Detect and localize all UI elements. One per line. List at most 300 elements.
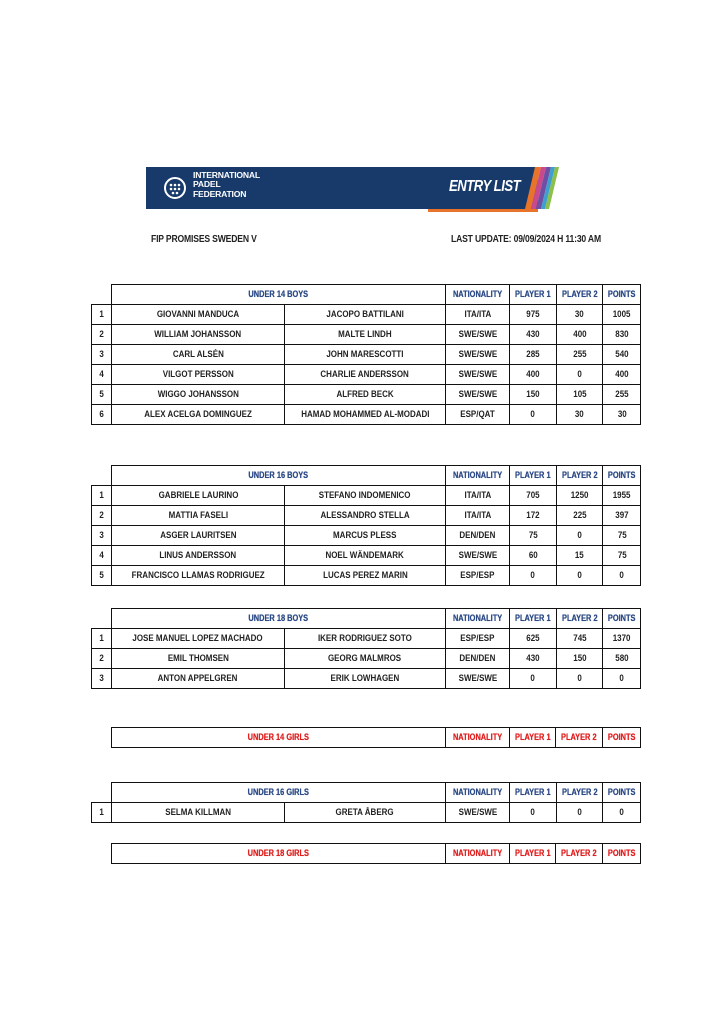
cell-nat-text: DEN/DEN <box>459 653 496 664</box>
cell-p2 <box>285 803 446 823</box>
cell-pts2-text: 150 <box>572 653 587 664</box>
cell-pts2 <box>556 629 603 649</box>
nationality-header-text: NATIONALITY <box>452 732 502 743</box>
total-points-header <box>603 609 641 629</box>
section-table <box>91 843 641 864</box>
cell-nat <box>446 526 510 546</box>
cell-pts1 <box>510 566 557 586</box>
cell-rank <box>92 546 112 566</box>
section-title-text: UNDER 18 GIRLS <box>247 848 309 859</box>
cell-total <box>603 345 641 365</box>
section-title <box>112 609 446 629</box>
cell-pts1-text: 75 <box>528 530 538 541</box>
cell-nat <box>446 345 510 365</box>
cell-nat <box>446 365 510 385</box>
cell-p1 <box>112 345 285 365</box>
table-row <box>92 669 641 689</box>
cell-nat <box>446 305 510 325</box>
player1-points-header-text: PLAYER 1 <box>515 787 551 798</box>
cell-total-text: 255 <box>615 389 629 400</box>
nationality-header-text: NATIONALITY <box>452 470 503 481</box>
section-title <box>112 466 446 486</box>
cell-p1 <box>112 546 285 566</box>
cell-pts2 <box>556 305 603 325</box>
cell-nat-text: DEN/DEN <box>459 530 496 541</box>
cell-total <box>603 649 641 669</box>
section-title-text: UNDER 14 BOYS <box>248 289 309 300</box>
fip-logo-icon <box>162 175 188 201</box>
cell-rank <box>92 345 112 365</box>
cell-pts2 <box>556 365 603 385</box>
total-points-header <box>603 285 641 305</box>
player1-points-header <box>510 783 557 803</box>
cell-pts1 <box>510 385 557 405</box>
nationality-header-text: NATIONALITY <box>452 289 503 300</box>
cell-pts1-text: 625 <box>526 633 540 644</box>
cell-total <box>603 385 641 405</box>
cell-nat-text: ESP/ESP <box>460 633 495 644</box>
cell-pts1 <box>510 405 557 425</box>
cell-rank-text: 2 <box>99 329 104 340</box>
cell-p1 <box>112 803 285 823</box>
table-row <box>92 526 641 546</box>
cell-pts1-text: 172 <box>526 510 540 521</box>
cell-nat <box>446 546 510 566</box>
cell-pts2-text: 0 <box>577 570 582 581</box>
cell-p2-text: ERIK LOWHAGEN <box>330 673 400 684</box>
cell-p1 <box>112 365 285 385</box>
table-row <box>92 803 641 823</box>
cell-pts2-text: 255 <box>572 349 587 360</box>
cell-p2 <box>285 385 446 405</box>
cell-total-text: 830 <box>615 329 629 340</box>
cell-total <box>603 629 641 649</box>
cell-rank <box>92 566 112 586</box>
cell-total-text: 400 <box>615 369 629 380</box>
player1-points-header <box>509 844 556 864</box>
cell-pts1-text: 400 <box>526 369 540 380</box>
cell-p2 <box>285 486 446 506</box>
cell-pts2-text: 400 <box>572 329 587 340</box>
cell-nat-text: ESP/QAT <box>460 409 495 420</box>
cell-pts2 <box>556 405 603 425</box>
nationality-header <box>445 844 509 864</box>
cell-p2 <box>285 546 446 566</box>
cell-rank <box>92 649 112 669</box>
cell-p2-text: GEORG MALMROS <box>328 653 402 664</box>
cell-nat-text: SWE/SWE <box>458 807 497 818</box>
cell-p2-text: IKER RODRIGUEZ SOTO <box>318 633 412 644</box>
player2-points-header <box>556 783 603 803</box>
section-title <box>111 844 445 864</box>
cell-pts1-text: 430 <box>526 329 540 340</box>
cell-p2 <box>285 669 446 689</box>
cell-rank <box>92 803 112 823</box>
cell-pts2 <box>556 506 603 526</box>
cell-pts1 <box>510 803 557 823</box>
cell-pts1-text: 705 <box>526 490 540 501</box>
cell-p2 <box>285 566 446 586</box>
section-header-row <box>91 728 640 748</box>
total-points-header <box>603 783 641 803</box>
cell-nat-text: ITA/ITA <box>464 510 491 521</box>
cell-p2 <box>285 325 446 345</box>
player1-points-header-text: PLAYER 1 <box>515 289 551 300</box>
player1-points-header-text: PLAYER 1 <box>515 470 551 481</box>
cell-nat-text: ITA/ITA <box>464 490 491 501</box>
cell-rank-text: 1 <box>99 633 104 644</box>
cell-rank-text: 1 <box>99 490 104 501</box>
cell-rank <box>92 669 112 689</box>
cell-rank <box>92 405 112 425</box>
cell-pts2-text: 745 <box>572 633 587 644</box>
section-header-row <box>92 285 641 305</box>
event-name: FIP PROMISES SWEDEN V <box>151 234 257 245</box>
cell-pts1 <box>510 629 557 649</box>
table-row <box>92 365 641 385</box>
cell-total-text: 30 <box>617 409 627 420</box>
table-row <box>92 629 641 649</box>
player2-points-header <box>556 609 603 629</box>
section-table <box>91 782 641 823</box>
cell-nat <box>446 649 510 669</box>
nationality-header-text: NATIONALITY <box>452 787 503 798</box>
player2-points-header-text: PLAYER 2 <box>561 787 598 798</box>
cell-rank-text: 5 <box>99 389 104 400</box>
table-row <box>92 566 641 586</box>
cell-nat <box>446 486 510 506</box>
cell-pts2 <box>556 385 603 405</box>
cell-total-text: 0 <box>619 807 625 818</box>
cell-nat <box>446 803 510 823</box>
cell-pts2 <box>556 546 603 566</box>
section-table <box>91 727 641 748</box>
nationality-header <box>446 783 510 803</box>
page-title: ENTRY LIST <box>449 178 521 195</box>
cell-p1 <box>112 325 285 345</box>
cell-pts1-text: 975 <box>526 309 540 320</box>
cell-total <box>603 405 641 425</box>
cell-rank <box>92 385 112 405</box>
player1-points-header-text: PLAYER 1 <box>515 613 551 624</box>
cell-nat <box>446 669 510 689</box>
cell-pts2-text: 0 <box>577 369 582 380</box>
table-row <box>92 546 641 566</box>
table-row <box>92 405 641 425</box>
cell-p2 <box>285 365 446 385</box>
table-row <box>92 506 641 526</box>
cell-rank-text: 3 <box>99 349 104 360</box>
cell-nat <box>446 566 510 586</box>
cell-p1-text: ANTON APPELGREN <box>158 673 238 684</box>
cell-p1 <box>112 566 285 586</box>
cell-rank <box>92 305 112 325</box>
cell-pts2-text: 15 <box>575 550 584 561</box>
cell-nat-text: ESP/ESP <box>460 570 495 581</box>
cell-p1-text: WILLIAM JOHANSSON <box>154 329 242 340</box>
cell-rank-text: 6 <box>99 409 104 420</box>
cell-pts1 <box>510 486 557 506</box>
cell-p1-text: ASGER LAURITSEN <box>159 530 237 541</box>
section-table <box>91 465 641 586</box>
cell-pts2 <box>556 649 603 669</box>
player1-points-header-text: PLAYER 1 <box>514 732 551 743</box>
total-points-header-text: POINTS <box>608 470 636 481</box>
player2-points-header <box>556 466 603 486</box>
cell-total <box>603 803 641 823</box>
cell-pts2-text: 105 <box>572 389 587 400</box>
cell-total-text: 1955 <box>612 490 631 501</box>
cell-p1-text: EMIL THOMSEN <box>167 653 229 664</box>
player1-points-header <box>510 609 557 629</box>
section-header-row <box>91 844 640 864</box>
player1-points-header <box>510 285 557 305</box>
cell-rank-text: 3 <box>99 673 104 684</box>
cell-p2 <box>285 305 446 325</box>
cell-p2 <box>285 405 446 425</box>
cell-rank-text: 1 <box>99 807 104 818</box>
cell-p2 <box>285 345 446 365</box>
cell-p2-text: STEFANO INDOMENICO <box>319 490 411 501</box>
organization-name: INTERNATIONAL PADEL FEDERATION <box>193 170 260 199</box>
section-header-row <box>92 609 641 629</box>
cell-pts2 <box>556 669 603 689</box>
cell-p1 <box>112 526 285 546</box>
cell-nat-text: ITA/ITA <box>464 309 491 320</box>
cell-pts2 <box>556 803 603 823</box>
nationality-header-text: NATIONALITY <box>452 848 502 859</box>
player1-points-header-text: PLAYER 1 <box>514 848 551 859</box>
cell-pts2 <box>556 486 603 506</box>
player2-points-header-text: PLAYER 2 <box>561 470 598 481</box>
cell-total-text: 75 <box>617 530 627 541</box>
nationality-header <box>446 466 510 486</box>
section-title-text: UNDER 18 BOYS <box>248 613 309 624</box>
section-title <box>112 285 446 305</box>
cell-pts1 <box>510 649 557 669</box>
cell-rank <box>92 506 112 526</box>
cell-nat <box>446 629 510 649</box>
cell-nat <box>446 325 510 345</box>
cell-total <box>603 305 641 325</box>
cell-p1 <box>112 649 285 669</box>
cell-p2-text: LUCAS PEREZ MARIN <box>322 570 408 581</box>
cell-p1-text: GABRIELE LAURINO <box>158 490 238 501</box>
cell-pts1 <box>510 325 557 345</box>
cell-p2-text: JACOPO BATTILANI <box>326 309 404 320</box>
cell-total <box>603 506 641 526</box>
cell-p1-text: FRANCISCO LLAMAS RODRIGUEZ <box>131 570 265 581</box>
cell-nat <box>446 405 510 425</box>
table-row <box>92 385 641 405</box>
player2-points-header-text: PLAYER 2 <box>561 732 597 743</box>
cell-total-text: 580 <box>615 653 629 664</box>
nationality-header <box>446 609 510 629</box>
table-row <box>92 325 641 345</box>
player2-points-header-text: PLAYER 2 <box>561 289 598 300</box>
cell-pts1 <box>510 365 557 385</box>
cell-pts1-text: 150 <box>526 389 540 400</box>
cell-pts2-text: 1250 <box>570 490 589 501</box>
section-title <box>111 728 445 748</box>
cell-nat-text: SWE/SWE <box>458 673 497 684</box>
cell-rank-text: 2 <box>99 510 104 521</box>
cell-total-text: 540 <box>615 349 629 360</box>
cell-p1-text: ALEX ACELGA DOMINGUEZ <box>144 409 252 420</box>
cell-pts2 <box>556 325 603 345</box>
total-points-header <box>603 466 641 486</box>
cell-p2-text: JOHN MARESCOTTI <box>326 349 404 360</box>
color-stripes-graphic <box>523 167 560 211</box>
cell-total <box>603 566 641 586</box>
cell-pts1-text: 0 <box>530 409 536 420</box>
nationality-header <box>446 285 510 305</box>
cell-rank <box>92 325 112 345</box>
cell-total-text: 1005 <box>612 309 631 320</box>
cell-total-text: 0 <box>619 570 625 581</box>
cell-total <box>603 669 641 689</box>
total-points-header-text: POINTS <box>608 613 636 624</box>
cell-nat-text: SWE/SWE <box>458 349 497 360</box>
cell-total <box>603 365 641 385</box>
cell-pts2-text: 225 <box>572 510 587 521</box>
player2-points-header <box>556 728 603 748</box>
player1-points-header <box>510 466 557 486</box>
cell-p1-text: SELMA KILLMAN <box>165 807 231 818</box>
section-title-text: UNDER 14 GIRLS <box>247 732 309 743</box>
cell-total <box>603 546 641 566</box>
cell-pts2-text: 30 <box>575 309 584 320</box>
cell-p1-text: CARL ALSÉN <box>172 349 224 360</box>
cell-p1 <box>112 486 285 506</box>
cell-p2-text: HAMAD MOHAMMED AL-MODADI <box>300 409 430 420</box>
cell-total-text: 0 <box>619 673 625 684</box>
player2-points-header <box>556 285 603 305</box>
cell-p2 <box>285 506 446 526</box>
cell-nat-text: SWE/SWE <box>458 329 497 340</box>
cell-rank <box>92 526 112 546</box>
table-row <box>92 649 641 669</box>
cell-total <box>603 325 641 345</box>
cell-pts1-text: 60 <box>528 550 538 561</box>
section-table <box>91 284 641 425</box>
banner-accent-line <box>428 209 538 212</box>
cell-p1-text: GIOVANNI MANDUCA <box>156 309 240 320</box>
player2-points-header <box>556 844 603 864</box>
cell-rank-text: 5 <box>99 570 104 581</box>
section-header-row <box>92 466 641 486</box>
section-title <box>112 783 446 803</box>
cell-pts1 <box>510 345 557 365</box>
nationality-header <box>445 728 509 748</box>
cell-total-text: 1370 <box>612 633 631 644</box>
total-points-header <box>602 844 640 864</box>
cell-pts1 <box>510 506 557 526</box>
section-title-text: UNDER 16 BOYS <box>248 470 309 481</box>
cell-rank-text: 1 <box>99 309 104 320</box>
last-update: LAST UPDATE: 09/09/2024 H 11:30 AM <box>451 234 601 245</box>
cell-pts2 <box>556 566 603 586</box>
cell-pts2 <box>556 345 603 365</box>
cell-p1-text: LINUS ANDERSSON <box>159 550 237 561</box>
total-points-header-text: POINTS <box>607 732 636 743</box>
cell-rank-text: 4 <box>99 369 104 380</box>
cell-p1 <box>112 385 285 405</box>
header-banner <box>146 163 560 213</box>
cell-pts1-text: 285 <box>526 349 540 360</box>
cell-p2-text: ALESSANDRO STELLA <box>320 510 410 521</box>
cell-pts1-text: 0 <box>530 673 536 684</box>
cell-nat-text: SWE/SWE <box>458 389 497 400</box>
total-points-header-text: POINTS <box>607 848 636 859</box>
cell-p2-text: NOEL WÄNDEMARK <box>325 550 405 561</box>
cell-nat-text: SWE/SWE <box>458 369 497 380</box>
cell-pts1 <box>510 526 557 546</box>
player2-points-header-text: PLAYER 2 <box>561 848 597 859</box>
cell-p1-text: WIGGO JOHANSSON <box>157 389 239 400</box>
cell-p2 <box>285 629 446 649</box>
cell-pts2 <box>556 526 603 546</box>
total-points-header-text: POINTS <box>608 289 636 300</box>
cell-p2-text: MARCUS PLESS <box>333 530 397 541</box>
cell-p2 <box>285 649 446 669</box>
cell-pts1 <box>510 305 557 325</box>
cell-total <box>603 526 641 546</box>
player2-points-header-text: PLAYER 2 <box>561 613 598 624</box>
cell-rank <box>92 486 112 506</box>
cell-total-text: 397 <box>615 510 629 521</box>
total-points-header-text: POINTS <box>608 787 636 798</box>
cell-rank-text: 3 <box>99 530 104 541</box>
cell-p2-text: CHARLIE ANDERSSON <box>320 369 410 380</box>
cell-p2 <box>285 526 446 546</box>
cell-p1 <box>112 305 285 325</box>
total-points-header <box>602 728 640 748</box>
cell-p2-text: MALTE LINDH <box>338 329 392 340</box>
player1-points-header <box>509 728 556 748</box>
cell-rank <box>92 629 112 649</box>
section-header-row <box>92 783 641 803</box>
cell-rank-text: 2 <box>99 653 104 664</box>
cell-p1 <box>112 629 285 649</box>
cell-pts1-text: 0 <box>530 807 536 818</box>
cell-total-text: 75 <box>617 550 627 561</box>
cell-pts1-text: 0 <box>530 570 536 581</box>
table-row <box>92 486 641 506</box>
cell-pts1-text: 430 <box>526 653 540 664</box>
cell-p1-text: MATTIA FASELI <box>168 510 228 521</box>
section-title-text: UNDER 16 GIRLS <box>247 787 310 798</box>
cell-pts1 <box>510 546 557 566</box>
cell-p1 <box>112 405 285 425</box>
cell-p2-text: GRETA ÅBERG <box>335 807 395 818</box>
cell-pts2-text: 30 <box>575 409 584 420</box>
cell-nat <box>446 385 510 405</box>
nationality-header-text: NATIONALITY <box>452 613 503 624</box>
cell-pts1 <box>510 669 557 689</box>
cell-p1 <box>112 669 285 689</box>
cell-rank <box>92 365 112 385</box>
cell-p2-text: ALFRED BECK <box>336 389 394 400</box>
section-table <box>91 608 641 689</box>
table-row <box>92 345 641 365</box>
cell-rank-text: 4 <box>99 550 104 561</box>
cell-nat <box>446 506 510 526</box>
cell-p1 <box>112 506 285 526</box>
cell-total <box>603 486 641 506</box>
cell-p1-text: VILGOT PERSSON <box>162 369 234 380</box>
cell-pts2-text: 0 <box>577 807 582 818</box>
